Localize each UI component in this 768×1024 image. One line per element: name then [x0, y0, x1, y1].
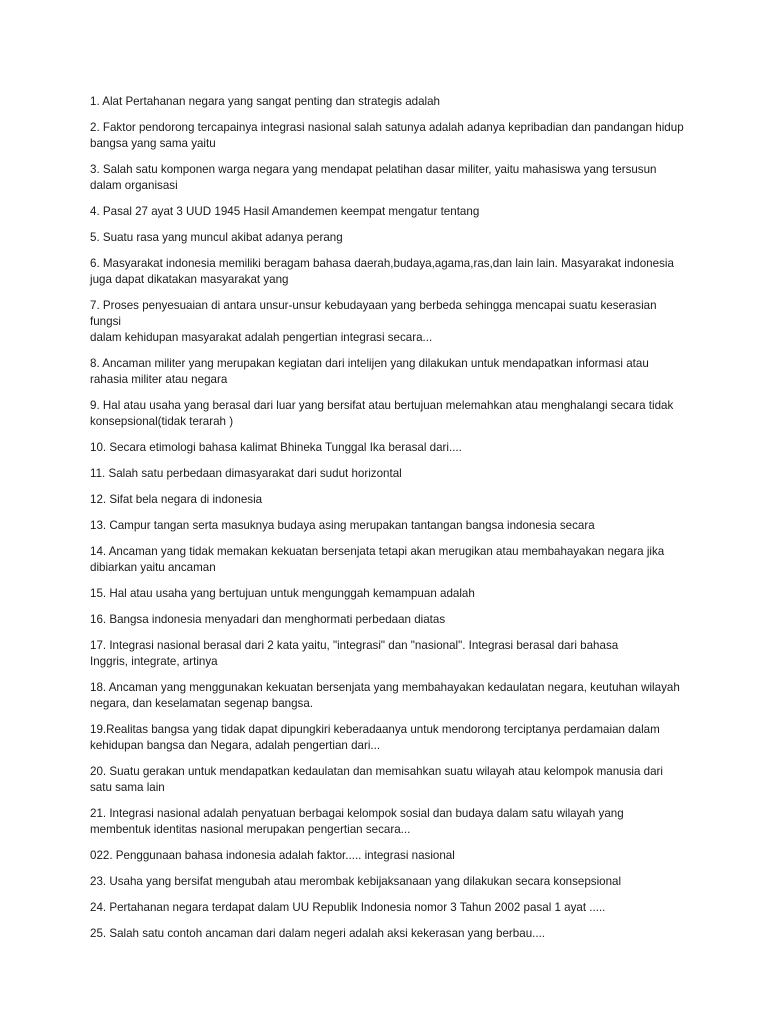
question-item: 5. Suatu rasa yang muncul akibat adanya perang: [90, 231, 343, 244]
question-item: 7. Proses penyesuaian di antara unsur-unsur kebudayaan yang berbeda sehingga mencapai suatu keserasian fungsi dalam kehidupan masyarakat adalah pengertian integrasi secara...: [90, 299, 657, 344]
question-item: 14. Ancaman yang tidak memakan kekuatan bersenjata tetapi akan merugikan atau membahayakan negara jika dibiarkan yaitu ancaman: [90, 545, 665, 574]
question-item: 022. Penggunaan bahasa indonesia adalah faktor..... integrasi nasional: [90, 849, 455, 862]
question-item: 2. Faktor pendorong tercapainya integrasi nasional salah satunya adalah adanya kepribadian dan pandangan hidup bangsa yang sama yaitu: [90, 121, 684, 150]
question-item: 24. Pertahanan negara terdapat dalam UU Republik Indonesia nomor 3 Tahun 2002 pasal 1 ayat .....: [90, 901, 606, 914]
question-item: 10. Secara etimologi bahasa kalimat Bhineka Tunggal Ika berasal dari....: [90, 441, 462, 454]
question-item: 23. Usaha yang bersifat mengubah atau merombak kebijaksanaan yang dilakukan secara konsepsional: [90, 875, 622, 888]
question-item: 12. Sifat bela negara di indonesia: [90, 493, 263, 506]
question-item: 25. Salah satu contoh ancaman dari dalam negeri adalah aksi kekerasan yang berbau....: [90, 927, 546, 940]
question-item: 19.Realitas bangsa yang tidak dapat dipungkiri keberadaanya untuk mendorong terciptanya perdamaian dalam kehidupan bangsa dan Negara, adalah pengertian dari...: [90, 723, 660, 752]
question-item: 11. Salah satu perbedaan dimasyarakat dari sudut horizontal: [90, 467, 402, 480]
question-item: 17. Integrasi nasional berasal dari 2 kata yaitu, "integrasi" dan "nasional". Integrasi berasal dari bahasa Inggris, integrate, artinya: [90, 639, 619, 668]
question-item: 1. Alat Pertahanan negara yang sangat penting dan strategis adalah: [90, 95, 441, 108]
question-item: 15. Hal atau usaha yang bertujuan untuk mengunggah kemampuan adalah: [90, 587, 475, 600]
question-item: 21. Integrasi nasional adalah penyatuan berbagai kelompok sosial dan budaya dalam satu wilayah yang membentuk identitas nasional merupakan pengertian secara...: [90, 807, 624, 836]
question-item: 8. Ancaman militer yang merupakan kegiatan dari intelijen yang dilakukan untuk mendapatkan informasi atau rahasia militer atau negara: [90, 357, 649, 386]
question-item: 16. Bangsa indonesia menyadari dan menghormati perbedaan diatas: [90, 613, 446, 626]
question-item: 3. Salah satu komponen warga negara yang mendapat pelatihan dasar militer, yaitu mahasiswa yang tersusun dalam organisasi: [90, 163, 657, 192]
question-item: 13. Campur tangan serta masuknya budaya asing merupakan tantangan bangsa indonesia secara: [90, 519, 595, 532]
question-item: 4. Pasal 27 ayat 3 UUD 1945 Hasil Amandemen keempat mengatur tentang: [90, 205, 480, 218]
question-item: 20. Suatu gerakan untuk mendapatkan kedaulatan dan memisahkan suatu wilayah atau kelompok manusia dari satu sama lain: [90, 765, 663, 794]
question-list: [90, 94, 690, 952]
question-item: 9. Hal atau usaha yang berasal dari luar yang bersifat atau bertujuan melemahkan atau menghalangi secara tidak konsepsional(tidak terarah ): [90, 399, 674, 428]
question-item: 18. Ancaman yang menggunakan kekuatan bersenjata yang membahayakan kedaulatan negara, keutuhan wilayah negara, dan keselamatan segenap bangsa.: [90, 681, 680, 710]
question-item: 6. Masyarakat indonesia memiliki beragam bahasa daerah,budaya,agama,ras,dan lain lain. Masyarakat indonesia juga dapat dikatakan masyarakat yang: [90, 257, 674, 286]
